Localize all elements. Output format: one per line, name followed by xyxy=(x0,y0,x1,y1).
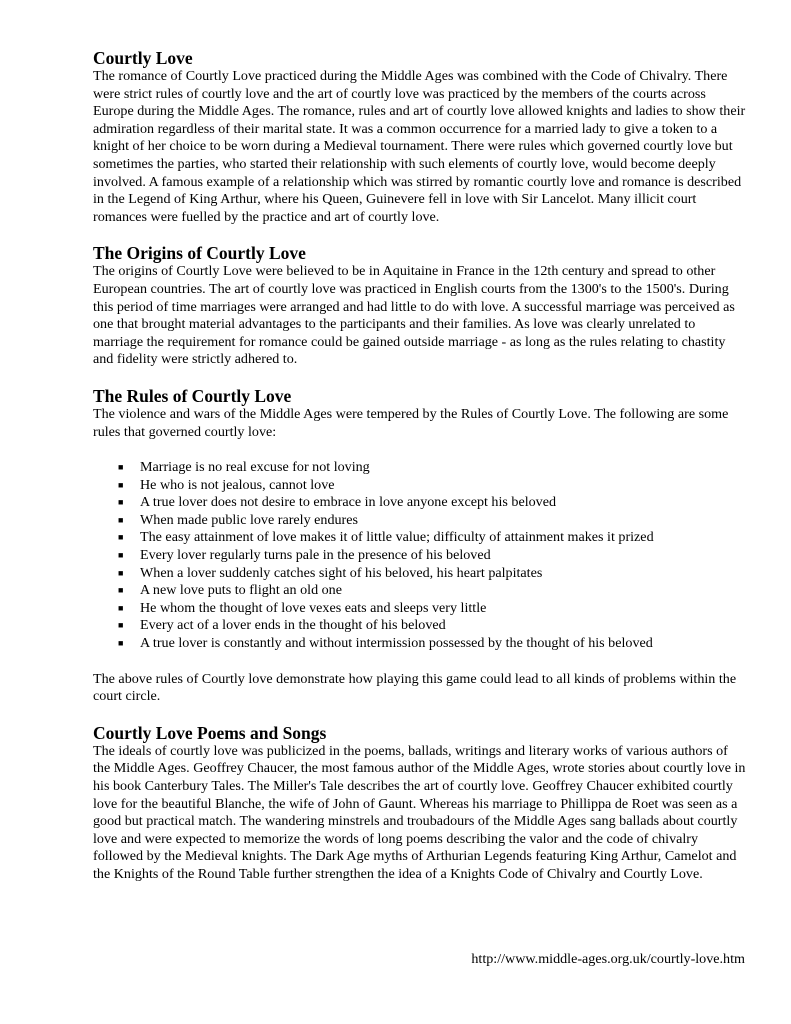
list-item xyxy=(93,477,748,495)
section-origins xyxy=(93,243,748,369)
document-page xyxy=(93,48,748,901)
list-item-text: Marriage is no real excuse for not loving xyxy=(140,459,370,476)
bullet-icon: ■ xyxy=(118,532,124,543)
rules-list xyxy=(93,459,748,653)
list-item-text: A true lover is constantly and without intermission possessed by the thought of his beloved xyxy=(140,635,653,652)
list-item-text: When a lover suddenly catches sight of his beloved, his heart palpitates xyxy=(140,564,543,581)
section-heading: The Origins of Courtly Love xyxy=(93,243,306,264)
section-heading: The Rules of Courtly Love xyxy=(93,385,292,406)
list-item xyxy=(93,529,748,547)
list-item-text: Every act of a lover ends in the thought of his beloved xyxy=(140,617,446,634)
bullet-icon: ■ xyxy=(118,550,124,561)
section-heading: Courtly Love xyxy=(93,48,193,68)
list-item-text: The easy attainment of love makes it of little value; difficulty of attainment makes it prized xyxy=(140,529,654,546)
section-poems-and-songs xyxy=(93,723,748,884)
bullet-icon: ■ xyxy=(118,638,124,649)
section-paragraph: The origins of Courtly Love were believed to be in Aquitaine in France in the 12th century and spread to other European countries. The art of courtly love was practiced in English courts from the 1300's to the 1500's. During this period of time marriages were arranged and had little to do with love. A successful marriage was perceived as one that brought material advantages to the participants and their families. As love was clearly unrelated to marriage the requirement for romance could be gained outside marriage - as long as the rules relating to chastity and fidelity were strictly adhered to. xyxy=(93,263,735,368)
bullet-icon: ■ xyxy=(118,479,124,490)
section-paragraph: The romance of Courtly Love practiced during the Middle Ages was combined with the Code of Chivalry. There were strict rules of courtly love and the art of courtly love was practiced by the members of the courts across Europe during the Middle Ages. The romance, rules and art of courtly love allowed knights and ladies to show their admiration regardless of their marital state. It was a common occurrence for a married lady to give a token to a knight of her choice to be worn during a Medieval tournament. There were rules which governed courtly love but sometimes the parties, who started their relationship with such elements of courtly love, would become deeply involved. A famous example of a relationship which was stirred by romantic courtly love and romance is described in the Legend of King Arthur, where his Queen, Guinevere fell in love with Sir Lancelot. Many illicit court romances were fuelled by the practice and art of courtly love. xyxy=(93,68,746,225)
list-item xyxy=(93,565,748,583)
bullet-icon: ■ xyxy=(118,497,124,508)
bullet-icon: ■ xyxy=(118,462,124,473)
section-courtly-love xyxy=(93,48,748,226)
section-paragraph: The ideals of courtly love was publicized in the poems, ballads, writings and literary works of various authors of the Middle Ages. Geoffrey Chaucer, the most famous author of the Middle Ages, wrote stories about courtly love in his book Canterbury Tales. The Miller's Tale describes the art of courtly love. Geoffrey Chaucer exhibited courtly love for the beautiful Blanche, the wife of John of Gaunt. Whereas his marriage to Phillippa de Roet was seen as a good but practical match. The wandering minstrels and troubadours of the Middle Ages sang ballads about courtly love and were expected to memorize the words of long poems describing the valor and the code of chivalry followed by the Medieval knights. The Dark Age myths of Arthurian Legends featuring King Arthur, Camelot and the Knights of the Round Table further strengthen the idea of a Knights Code of Chivalry and Courtly Love. xyxy=(93,742,746,882)
bullet-icon: ■ xyxy=(118,602,124,613)
bullet-icon: ■ xyxy=(118,514,124,525)
list-item xyxy=(93,617,748,635)
list-item-text: A new love puts to flight an old one xyxy=(140,582,342,599)
bullet-icon: ■ xyxy=(118,620,124,631)
list-item-text: Every lover regularly turns pale in the presence of his beloved xyxy=(140,547,491,564)
list-item-text: When made public love rarely endures xyxy=(140,511,358,528)
list-item xyxy=(93,547,748,565)
list-item xyxy=(93,512,748,530)
rules-conclusion-paragraph: The above rules of Courtly love demonstrate how playing this game could lead to all kinds of problems within the court circle. xyxy=(93,670,737,705)
list-item xyxy=(93,600,748,618)
list-item xyxy=(93,582,748,600)
section-paragraph: The violence and wars of the Middle Ages were tempered by the Rules of Courtly Love. The following are some rules that governed courtly love: xyxy=(93,405,729,440)
list-item xyxy=(93,635,748,653)
list-item xyxy=(93,459,748,477)
section-heading: Courtly Love Poems and Songs xyxy=(93,722,327,743)
bullet-icon: ■ xyxy=(118,567,124,578)
section-rules xyxy=(93,386,748,706)
list-item xyxy=(93,494,748,512)
list-item-text: A true lover does not desire to embrace in love anyone except his beloved xyxy=(140,494,557,511)
bullet-icon: ■ xyxy=(118,585,124,596)
list-item-text: He who is not jealous, cannot love xyxy=(140,476,335,493)
source-url: http://www.middle-ages.org.uk/courtly-love.htm xyxy=(471,951,745,967)
list-item-text: He whom the thought of love vexes eats and sleeps very little xyxy=(140,599,487,616)
